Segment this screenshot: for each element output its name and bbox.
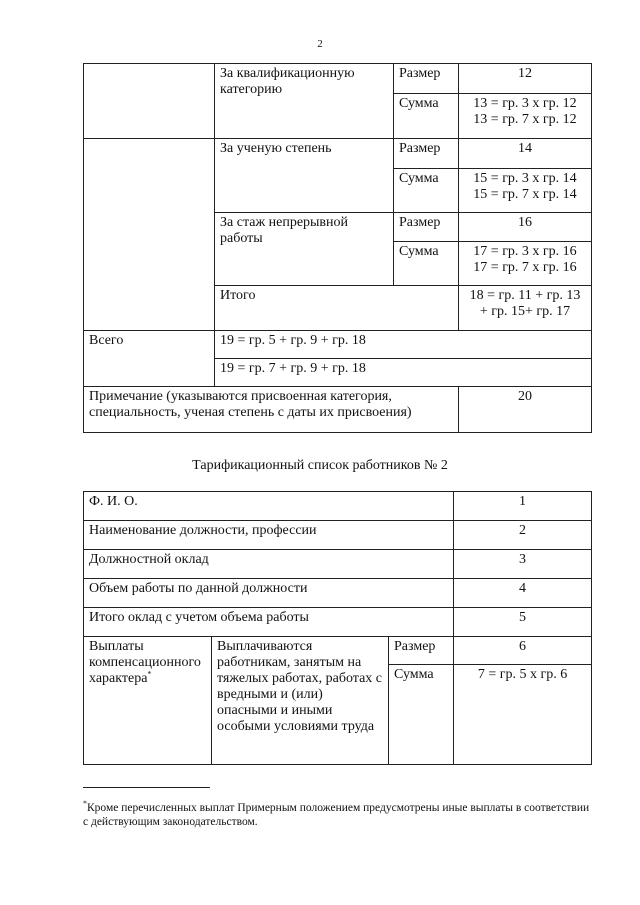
qual-size-value: 12 bbox=[459, 64, 592, 94]
tenure-sum-formula-2: 17 = гр. 7 х гр. 16 bbox=[473, 260, 577, 275]
footnote-divider bbox=[83, 787, 210, 788]
sum-label: Сумма bbox=[394, 169, 459, 213]
qual-category-label: За квалификационную категорию bbox=[215, 64, 394, 139]
size-value: 6 bbox=[454, 637, 592, 665]
compensation-label-text: Выплаты компенсационного характера bbox=[89, 639, 201, 686]
footnote-text: Кроме перечисленных выплат Примерным положением предусмотрены иные выплаты в соответствии с действующим законодательством. bbox=[83, 802, 590, 828]
tenure-sum-formula-1: 17 = гр. 3 х гр. 16 bbox=[473, 244, 577, 259]
row-value: 1 bbox=[454, 492, 592, 521]
subtotal-label: Итого bbox=[215, 286, 459, 331]
tenure-size-value: 16 bbox=[459, 213, 592, 242]
tariff-table-2 bbox=[83, 491, 592, 765]
degree-label: За ученую степень bbox=[215, 139, 394, 213]
size-label: Размер bbox=[394, 139, 459, 169]
qual-sum-value bbox=[459, 94, 592, 139]
subtotal-value bbox=[459, 286, 592, 331]
degree-sum-value bbox=[459, 169, 592, 213]
footnote bbox=[83, 801, 593, 829]
degree-size-value: 14 bbox=[459, 139, 592, 169]
total-formula-1: 19 = гр. 5 + гр. 9 + гр. 18 bbox=[215, 331, 592, 359]
page-number: 2 bbox=[317, 38, 323, 50]
subtotal-formula-2: + гр. 15+ гр. 17 bbox=[479, 304, 571, 319]
degree-sum-formula-2: 15 = гр. 7 х гр. 14 bbox=[473, 187, 577, 202]
row-value: 5 bbox=[454, 608, 592, 637]
empty-cell bbox=[84, 64, 215, 139]
row-label: Наименование должности, профессии bbox=[84, 521, 454, 550]
degree-sum-formula-1: 15 = гр. 3 х гр. 14 bbox=[473, 171, 577, 186]
qual-sum-formula-2: 13 = гр. 7 х гр. 12 bbox=[473, 112, 577, 127]
note-label: Примечание (указываются присвоенная категория, специальность, ученая степень с даты их присвоения) bbox=[84, 387, 459, 433]
footnote-mark: * bbox=[83, 799, 87, 809]
row-value: 2 bbox=[454, 521, 592, 550]
compensation-description: Выплачиваются работникам, занятым на тяжелых работах, работах с вредными и (или) опасными и иными особыми условиями труда bbox=[212, 637, 389, 765]
row-label: Объем работы по данной должности bbox=[84, 579, 454, 608]
tariff-table-1 bbox=[83, 63, 592, 433]
compensation-label bbox=[84, 637, 212, 765]
subtotal-formula-1: 18 = гр. 11 + гр. 13 bbox=[469, 288, 581, 303]
row-value: 4 bbox=[454, 579, 592, 608]
row-label: Итого оклад с учетом объема работы bbox=[84, 608, 454, 637]
sum-label: Сумма bbox=[394, 94, 459, 139]
empty-cell bbox=[84, 139, 215, 331]
size-label: Размер bbox=[394, 64, 459, 94]
size-label: Размер bbox=[389, 637, 454, 665]
row-value: 3 bbox=[454, 550, 592, 579]
total-label: Всего bbox=[84, 331, 215, 387]
row-label: Должностной оклад bbox=[84, 550, 454, 579]
row-label: Ф. И. О. bbox=[84, 492, 454, 521]
sum-label: Сумма bbox=[389, 665, 454, 765]
footnote-mark: * bbox=[147, 669, 152, 679]
tenure-sum-value bbox=[459, 242, 592, 286]
table-2-title: Тарификационный список работников № 2 bbox=[192, 458, 448, 473]
note-value: 20 bbox=[459, 387, 592, 433]
sum-label: Сумма bbox=[394, 242, 459, 286]
sum-value: 7 = гр. 5 х гр. 6 bbox=[454, 665, 592, 765]
total-formula-2: 19 = гр. 7 + гр. 9 + гр. 18 bbox=[215, 359, 592, 387]
qual-sum-formula-1: 13 = гр. 3 х гр. 12 bbox=[473, 96, 577, 111]
size-label: Размер bbox=[394, 213, 459, 242]
tenure-label: За стаж непрерывной работы bbox=[215, 213, 394, 286]
